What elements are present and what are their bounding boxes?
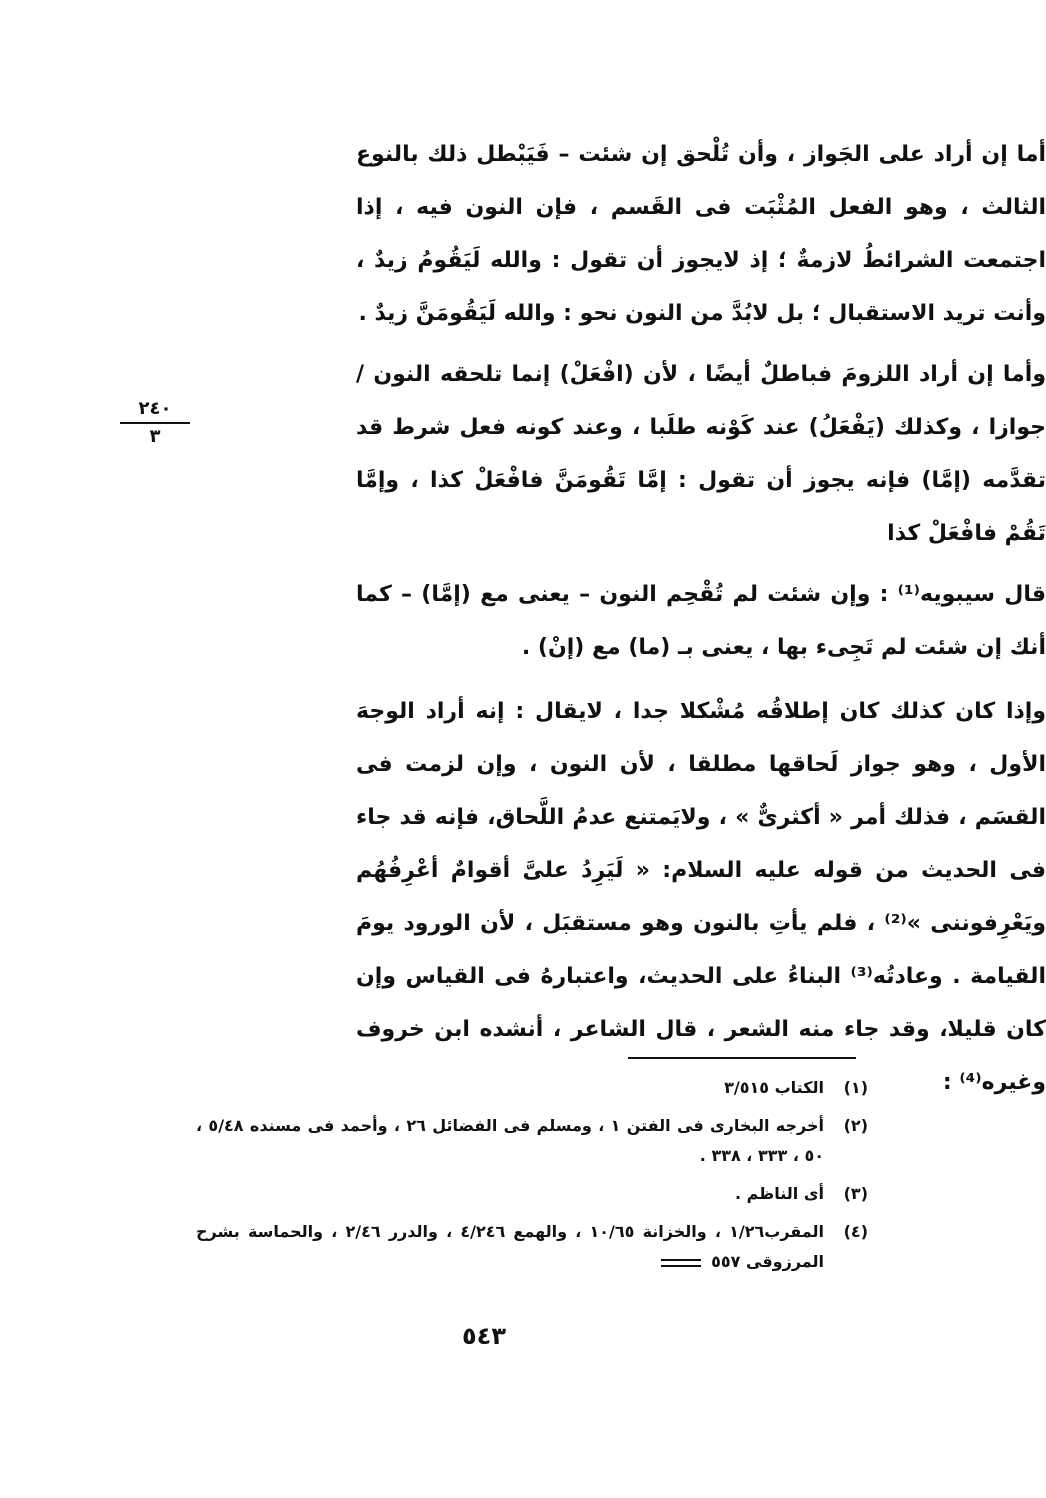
footnote-text <box>196 1217 824 1277</box>
paragraph-1: أما إن أراد على الجَواز ، وأن تُلْحق إن شئت – فَيَبْطل ذلك بالنوع الثالث ، وهو الفعل المُثْبَت فى القَسم ، فإن النون فيه ، إذا اجتمعت الشرائطُ لازمةٌ ؛ إذ لايجوز أن تقول : والله لَيَقُومُ زيدٌ ، وأنت تريد الاستقبال ؛ بل لابُدَّ من النون نحو : والله لَيَقُومَنَّ زيدٌ . <box>356 142 1046 326</box>
footnote-1 <box>196 1073 868 1103</box>
footnote-separator <box>628 1057 856 1059</box>
paragraph-3: قال سيبويه⁽¹⁾ : وإن شئت لم تُقْحِم النون – يعنى مع (إمَّا) – كما أنك إن شئت لم تَجِىء بها ، يعنى بـ (ما) مع (إنْ) . <box>356 582 1046 660</box>
footnote-text: أى الناظم . <box>734 1184 824 1203</box>
margin-page-reference <box>120 398 190 448</box>
margin-ref-rule <box>120 422 190 424</box>
margin-ref-top: ٢٤٠ <box>138 398 172 419</box>
paragraph-4: وإذا كان كذلك كان إطلاقُه مُشْكلا جدا ، لايقال : إنه أراد الوجهَ الأول ، وهو جواز لَحاقها مطلقا ، لأن النون ، وإن لزمت فى القسَم ، فذلك أمر « أكثرىٌّ » ، ولايَمتنع عدمُ اللَّحاق، فإنه قد جاء فى الحديث من قوله عليه السلام: « لَيَرِدُ علىَّ أقوامٌ أعْرِفُهُم ويَعْرِفوننى »⁽²⁾ ، فلم يأتِ بالنون وهو مستقبَل ، لأن الورود يومَ القيامة . وعادتُه⁽³⁾ البناءُ على الحديث، واعتبارهُ فى القياس وإن كان قليلا، وقد جاء منه الشعر ، قال الشاعر ، أنشده ابن خروف وغيره⁽⁴⁾ : <box>356 699 1046 1095</box>
continuation-double-rule <box>661 1259 701 1267</box>
footnotes <box>196 1073 868 1285</box>
paragraph-2: وأما إن أراد اللزومَ فباطلٌ أيضًا ، لأن (افْعَلْ) إنما تلحقه النون / جوازا ، وكذلك (يَفْعَلُ) عند كَوْنه طلَبا ، وعند كونه فعل شرط قد تقدَّمه (إمَّا) فإنه يجوز أن تقول : إمَّا تَقُومَنَّ فافْعَلْ كذا ، وإمَّا تَقُمْ فافْعَلْ كذا <box>356 362 1046 546</box>
footnote-3 <box>196 1179 868 1209</box>
footnote-mark: (٤) <box>843 1222 868 1241</box>
page-number: ٥٤٣ <box>462 1322 506 1350</box>
footnote-mark: (١) <box>843 1078 868 1097</box>
footnote-text: أخرجه البخارى فى الفتن ١ ، ومسلم فى الفضائل ٢٦ ، وأحمد فى مسنده ٥/٤٨ ، ٥٠ ، ٣٣٣ ، ٣٣٨ . <box>196 1116 824 1165</box>
footnote-2 <box>196 1111 868 1171</box>
footnote-mark: (٣) <box>843 1184 868 1203</box>
footnote-mark: (٢) <box>843 1116 868 1135</box>
footnote-4 <box>196 1217 868 1277</box>
footnote-text-content: المقرب١/٢٦ ، والخزانة ١٠/٦٥ ، والهمع ٤/٢٤٦ ، والدرر ٢/٤٦ ، والحماسة بشرح المرزوقى ٥٥٧ <box>196 1222 825 1271</box>
footnote-text: الكتاب ٣/٥١٥ <box>724 1078 824 1097</box>
margin-ref-bottom: ٣ <box>149 426 161 447</box>
